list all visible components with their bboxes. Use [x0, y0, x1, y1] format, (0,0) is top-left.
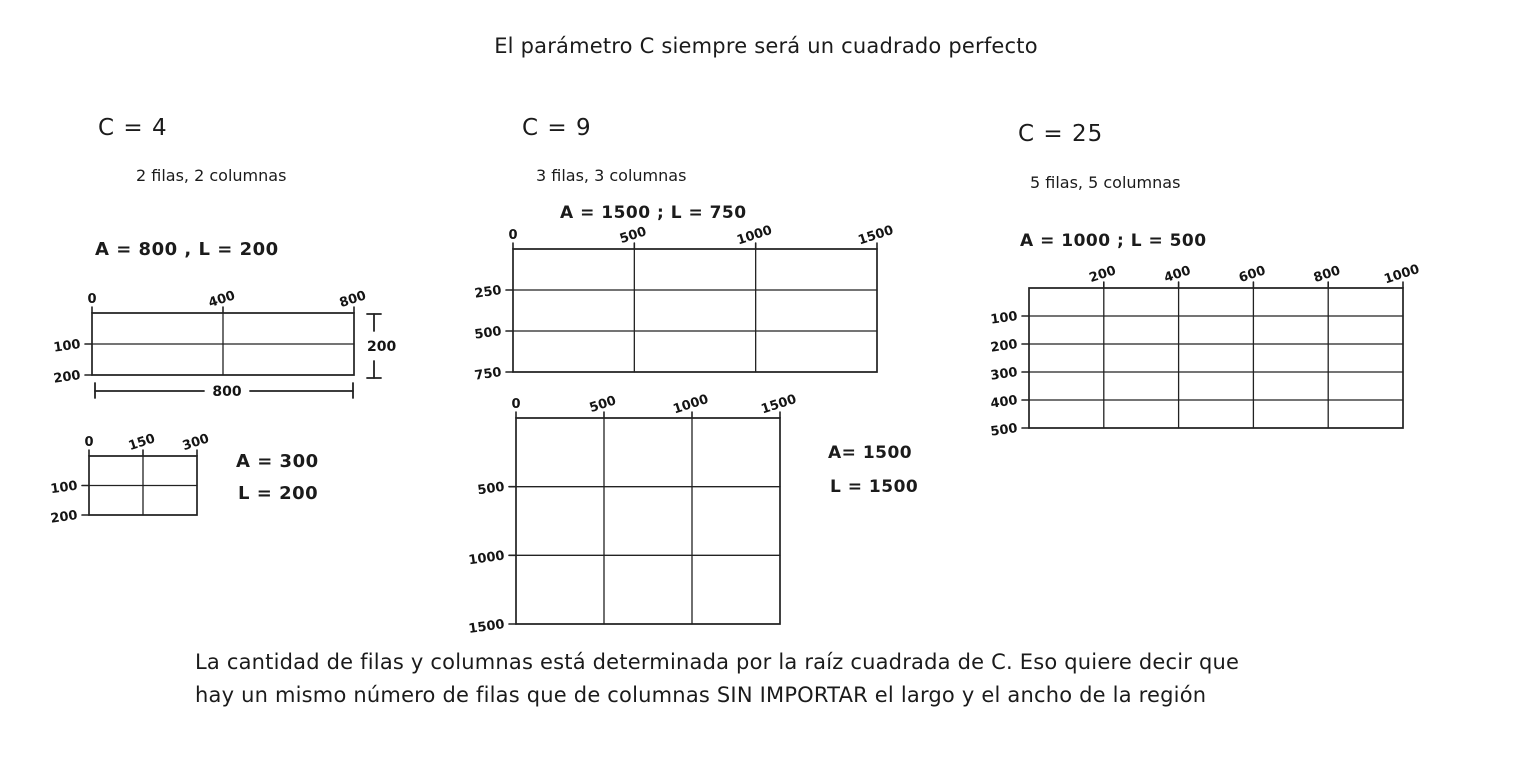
axis-tick-label: 1000: [735, 222, 775, 249]
c9-top-grid: [468, 222, 905, 384]
axis-tick-label: 1000: [467, 548, 506, 569]
c25-heading: C = 25: [1018, 121, 1104, 147]
page-title: El parámetro C siempre será un cuadrado perfecto: [494, 34, 1038, 58]
c9-bottom-grid: [467, 391, 808, 637]
axis-tick-label: 500: [618, 224, 649, 247]
axis-tick-label: 200: [52, 368, 82, 387]
c9-subheading: 3 filas, 3 columnas: [536, 166, 687, 185]
axis-tick-label: 1000: [1382, 261, 1422, 288]
axis-tick-label: 0: [87, 292, 97, 307]
axis-tick-label: 600: [1237, 263, 1268, 286]
axis-tick-label: 100: [989, 309, 1019, 328]
c4-small-grid: [44, 430, 225, 527]
axis-tick-label: 150: [126, 431, 158, 454]
c4-height-dimension: [358, 310, 406, 382]
c4-small-grid-area-label: A = 300: [236, 451, 319, 472]
c4-formula: A = 800 , L = 200: [95, 239, 279, 260]
c4-main-grid: [47, 287, 382, 387]
axis-tick-label: 500: [473, 324, 503, 343]
c9-bottom-grid-length-label: L = 1500: [830, 477, 919, 497]
axis-tick-label: 1500: [759, 391, 799, 418]
axis-tick-label: 500: [587, 393, 619, 416]
axis-tick-label: 500: [476, 479, 506, 499]
c4-subheading: 2 filas, 2 columnas: [136, 166, 287, 185]
axis-tick-label: 400: [1162, 263, 1193, 286]
axis-tick-label: 200: [1087, 263, 1118, 286]
c4-small-grid-length-label: L = 200: [238, 483, 319, 504]
c25-subheading: 5 filas, 5 columnas: [1030, 173, 1181, 192]
axis-tick-label: 100: [49, 478, 79, 498]
axis-tick-label: 1500: [856, 222, 896, 249]
footer-explanation: [195, 646, 1315, 712]
c4-height-dimension-label: 200: [367, 339, 397, 355]
axis-tick-label: 500: [989, 421, 1019, 440]
c9-formula: A = 1500 ; L = 750: [560, 203, 747, 223]
c9-bottom-grid-area-label: A= 1500: [828, 443, 913, 463]
axis-tick-label: 400: [206, 288, 238, 311]
axis-tick-label: 800: [337, 288, 369, 311]
axis-tick-label: 100: [52, 337, 82, 356]
axis-tick-label: 200: [989, 337, 1019, 356]
axis-tick-label: 1000: [671, 391, 711, 418]
axis-tick-label: 250: [473, 283, 503, 302]
axis-tick-label: 200: [49, 508, 79, 527]
axis-tick-label: 0: [508, 228, 518, 243]
axis-tick-label: 1500: [467, 617, 506, 637]
axis-tick-label: 300: [989, 365, 1019, 384]
c4-width-dimension: [92, 379, 358, 403]
footer-line-2: hay un mismo número de filas que de columnas SIN IMPORTAR el largo y el ancho de la región: [195, 683, 1207, 707]
c4-width-dimension-label: 800: [212, 384, 242, 400]
c9-heading: C = 9: [522, 115, 592, 141]
axis-tick-label: 800: [1311, 263, 1343, 286]
footer-line-1: La cantidad de filas y columnas está determinada por la raíz cuadrada de C. Eso quiere decir que: [195, 650, 1240, 674]
axis-tick-label: 300: [180, 431, 212, 454]
c25-grid: [984, 261, 1431, 440]
c25-formula: A = 1000 ; L = 500: [1020, 231, 1207, 251]
axis-tick-label: 750: [473, 365, 503, 384]
c4-heading: C = 4: [98, 115, 168, 141]
axis-tick-label: 0: [84, 435, 94, 450]
axis-tick-label: 400: [989, 393, 1019, 412]
axis-tick-label: 0: [511, 397, 521, 412]
